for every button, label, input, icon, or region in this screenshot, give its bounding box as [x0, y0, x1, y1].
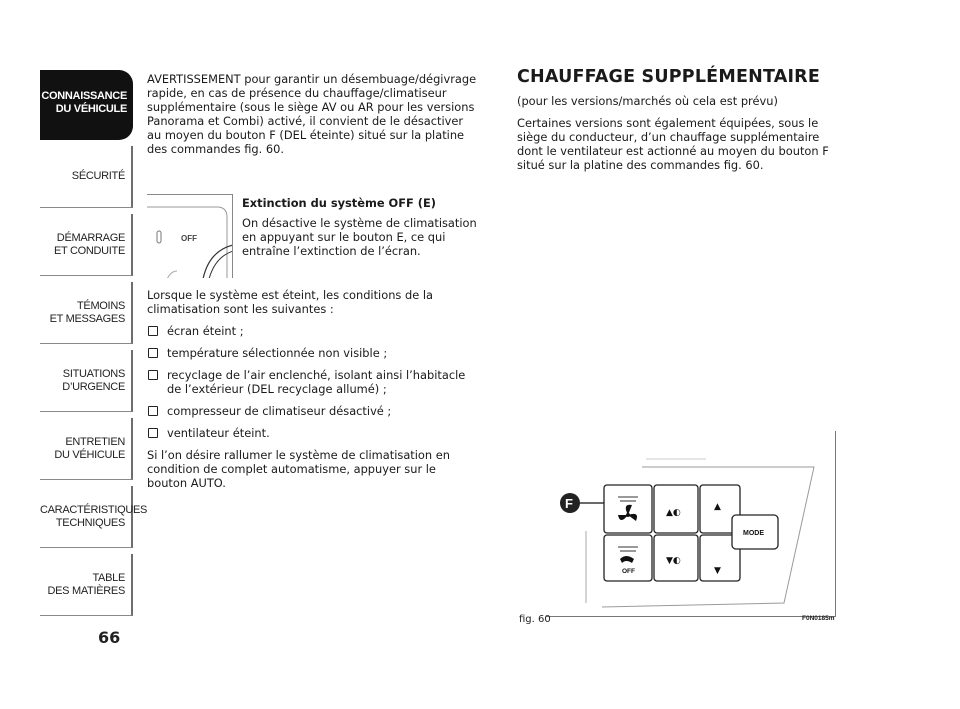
list-item: [147, 324, 477, 338]
tab-label: DÉMARRAGE ET CONDUITE: [53, 232, 125, 257]
warning-block: [147, 72, 477, 164]
checkbox-bullet-icon: [148, 406, 158, 416]
off-section: [242, 196, 478, 258]
auxiliary-heater-section: [517, 67, 847, 180]
section-title: CHAUFFAGE SUPPLÉMENTAIRE: [517, 67, 821, 87]
list-item: [147, 404, 477, 418]
tab-label: CARACTÉRISTIQUES TECHNIQUES: [40, 504, 148, 529]
thumb-off-label: OFF: [181, 234, 197, 243]
tab-entretien-du-vehicule[interactable]: [40, 418, 133, 480]
list-item-text: recyclage de l’air enclenché, isolant ainsi l’habitacle de l’extérieur (DEL recyclage allumé) ;: [167, 368, 466, 396]
control-panel-illustration: [546, 431, 836, 617]
list-item-text: ventilateur éteint.: [167, 426, 270, 440]
list-item: [147, 346, 477, 360]
warning-paragraph: AVERTISSEMENT pour garantir un désembuage/dégivrage rapide, en cas de présence du chauffage/climatiseur supplémentaire (sous le siège AV ou AR pour les versions Panorama et Combi) activé, il convient de le désactiver au moyen du bouton F (DEL éteinte) situé sur la platine des commandes fig. 60.: [147, 72, 477, 156]
figure-60: [546, 431, 836, 617]
tab-temoins-et-messages[interactable]: [40, 282, 133, 344]
page-number: 66: [98, 628, 121, 647]
checkbox-bullet-icon: [148, 370, 158, 380]
list-item-text: compresseur de climatiseur désactivé ;: [167, 404, 392, 418]
list-item-text: écran éteint ;: [167, 324, 244, 338]
checkbox-bullet-icon: [148, 428, 158, 438]
figure-code: F0N0185m: [802, 615, 835, 622]
up-arrow-icon: ▲: [714, 502, 721, 512]
chapter-sidebar: [40, 70, 148, 622]
conditions-block: [147, 288, 477, 498]
tab-label: TABLE DES MATIÈRES: [47, 572, 125, 597]
callout-label: F: [565, 496, 573, 511]
conditions-intro: Lorsque le système est éteint, les conditions de la climatisation sont les suivantes :: [147, 288, 433, 316]
tab-securite[interactable]: [40, 146, 133, 208]
list-item: [147, 426, 477, 440]
tab-caracteristiques-techniques[interactable]: [40, 486, 148, 548]
tab-connaissance-du-vehicule[interactable]: [40, 70, 133, 140]
tab-demarrage-et-conduite[interactable]: [40, 214, 133, 276]
tab-label: SÉCURITÉ: [71, 170, 125, 182]
tab-label: CONNAISSANCE DU VÉHICULE: [41, 90, 127, 115]
figure-caption: fig. 60: [519, 614, 551, 625]
restart-paragraph: Si l’on désire rallumer le système de climatisation en condition de complet automatisme, appuyer sur le bouton AUTO.: [147, 448, 450, 490]
section-body: Certaines versions sont également équipées, sous le siège du conducteur, d’un chauffage supplémentaire dont le ventilateur est actionné au moyen du bouton F situé sur la platine des commandes fig. 60.: [517, 116, 829, 172]
off-paragraph: On désactive le système de climatisation en appuyant sur le bouton E, ce qui entraîne l’extinction de l’écran.: [242, 216, 477, 258]
mode-label: MODE: [743, 530, 764, 537]
list-item: [147, 368, 477, 396]
tab-situations-d-urgence[interactable]: [40, 350, 133, 412]
checkbox-bullet-icon: [148, 326, 158, 336]
list-item-text: température sélectionnée non visible ;: [167, 346, 388, 360]
tab-label: ENTRETIEN DU VÉHICULE: [54, 436, 125, 461]
checkbox-bullet-icon: [148, 348, 158, 358]
tab-table-des-matieres[interactable]: [40, 554, 133, 616]
down-arrow-icon: ▼: [714, 566, 721, 576]
recirculation-up-icon: ▲◐: [666, 508, 681, 518]
off-button-thumbnail: [147, 194, 233, 278]
off-heading: Extinction du système OFF (E): [242, 196, 436, 210]
tab-label: SITUATIONS D’URGENCE: [62, 368, 125, 393]
section-subtitle: (pour les versions/marchés où cela est prévu): [517, 94, 778, 108]
off-panel-illustration: [147, 195, 233, 278]
recirculation-down-icon: ▼◐: [666, 556, 681, 566]
off-label: OFF: [622, 568, 635, 575]
tab-label: TÉMOINS ET MESSAGES: [49, 300, 125, 325]
